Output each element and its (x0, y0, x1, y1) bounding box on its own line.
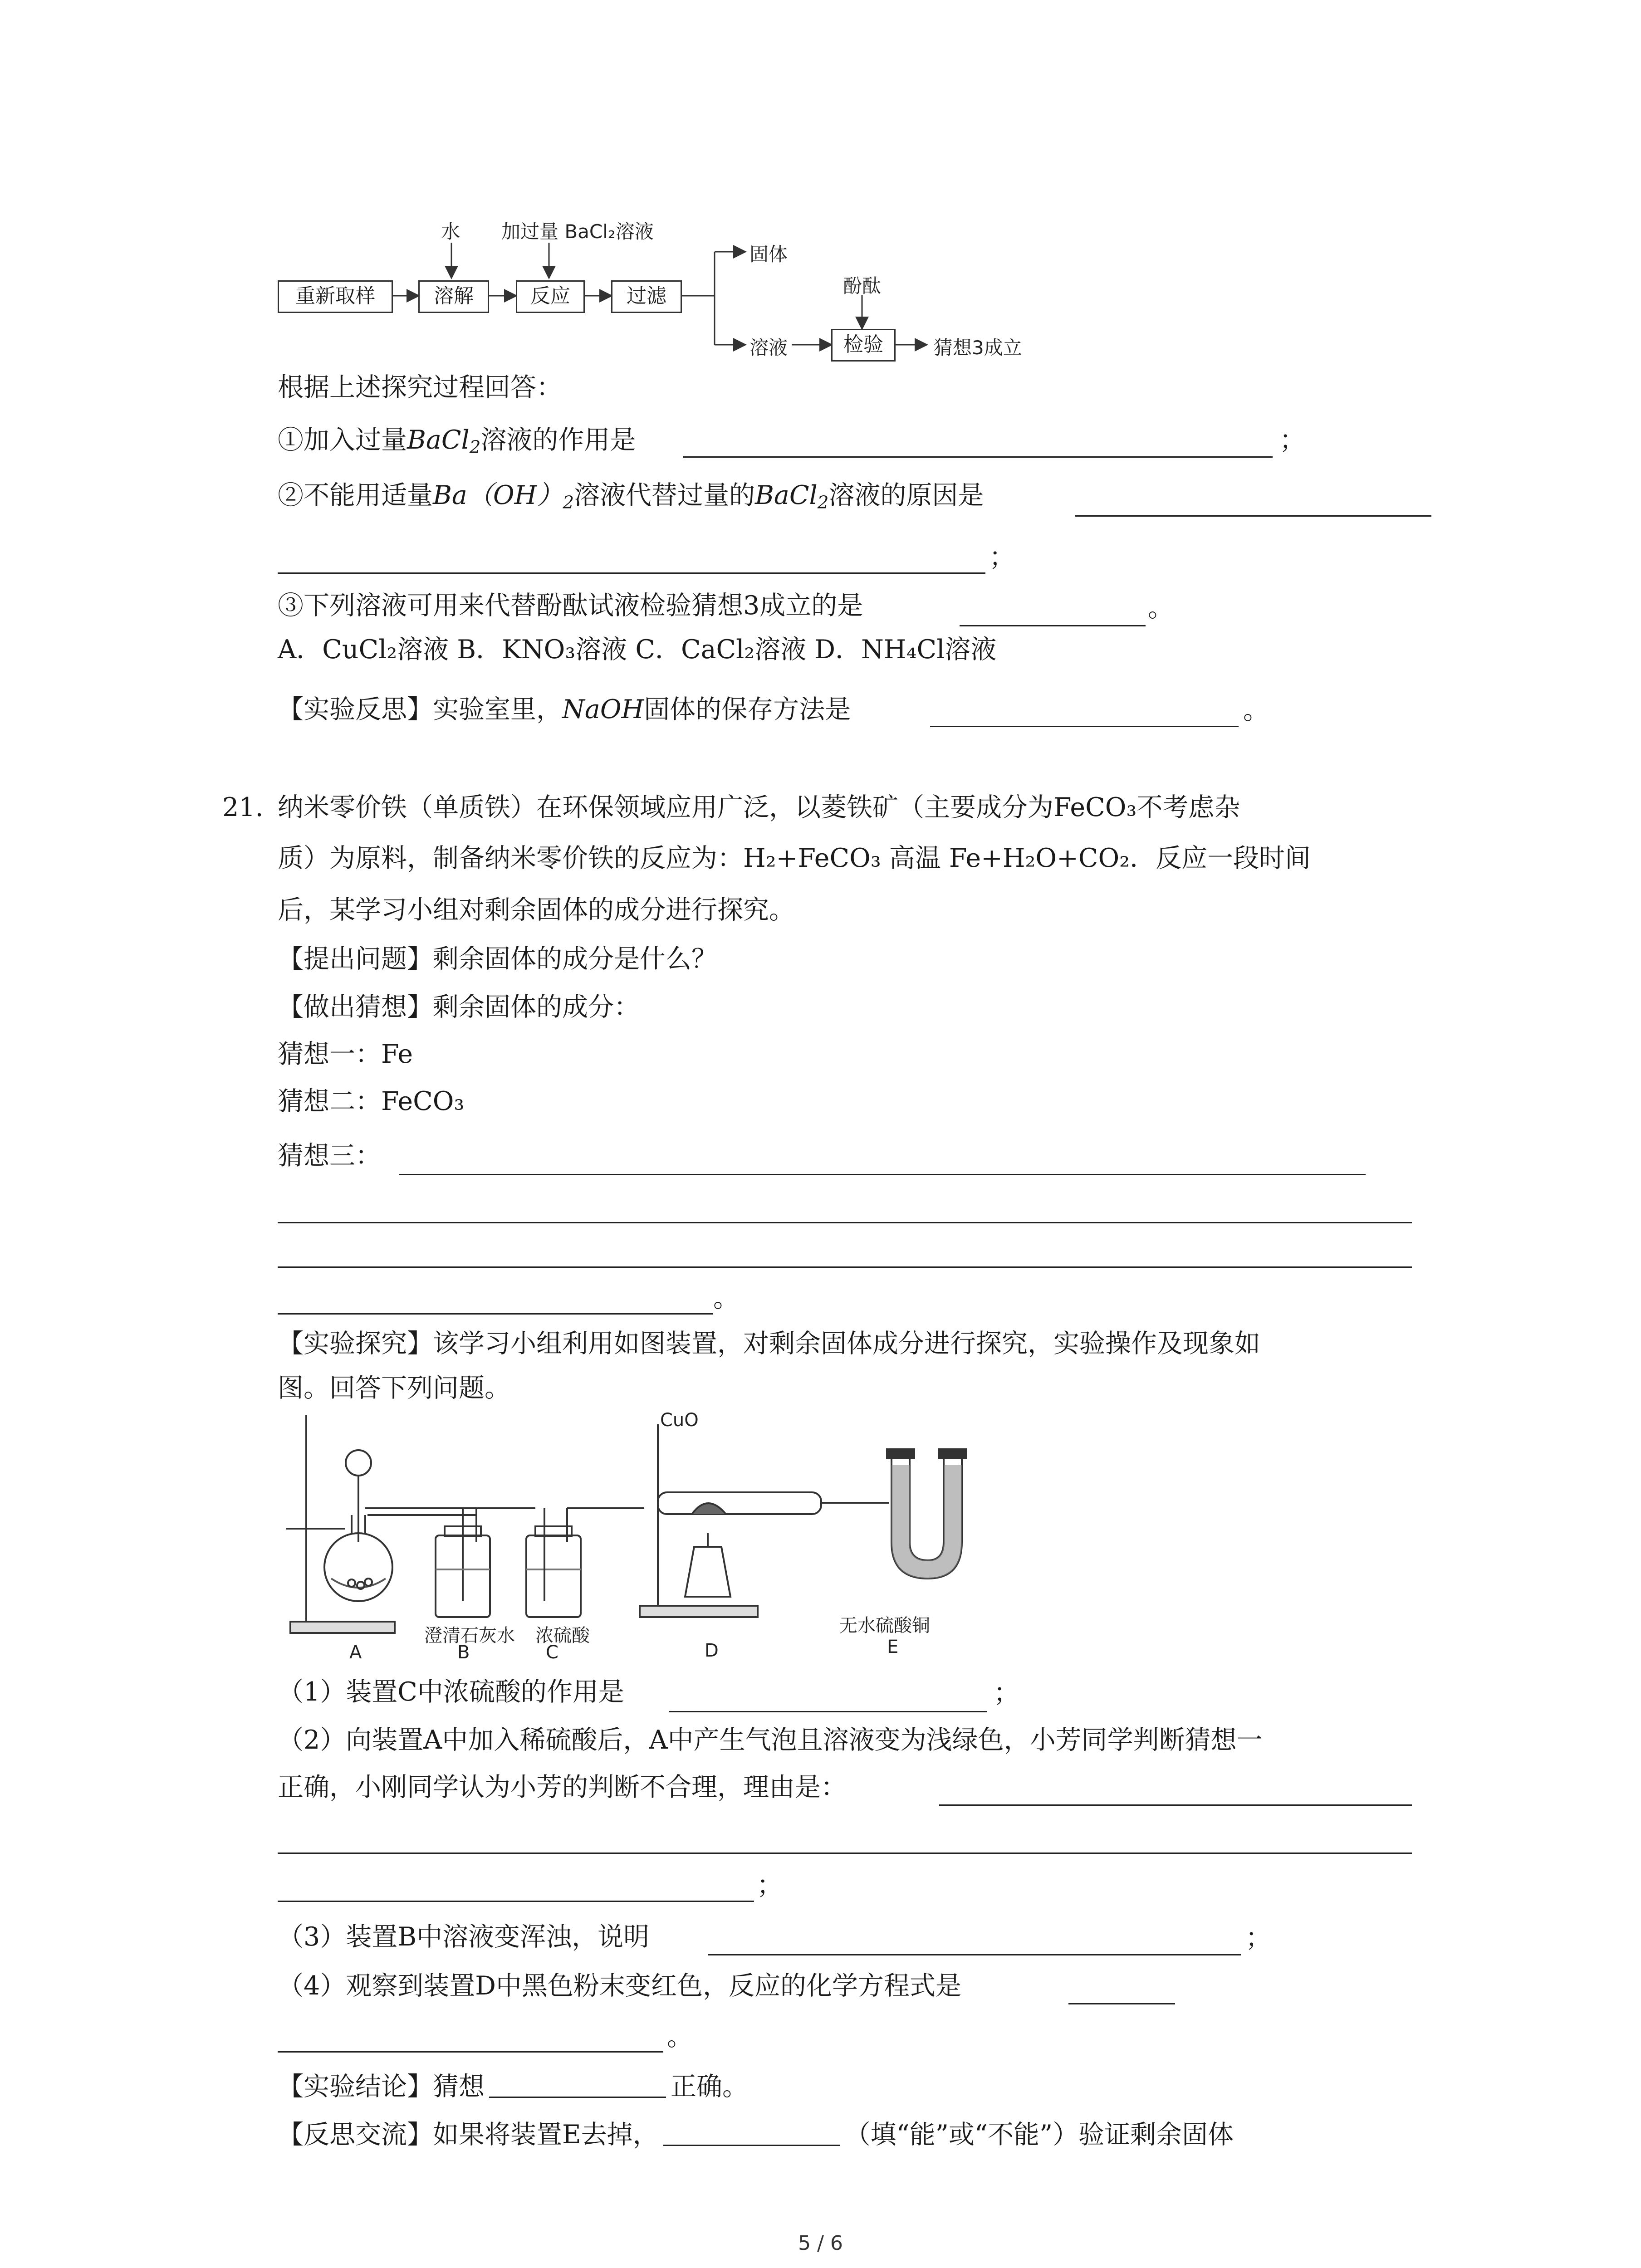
caption-b: 澄清石灰水 (424, 1625, 515, 1646)
q21-exchange: 【反思交流】如果将装置E去掉， （填“能”或“不能”）验证剩余固体 (278, 2120, 1234, 2150)
q21-guess2: 猜想二：FeCO₃ (278, 1086, 465, 1116)
indicator-label: 酚酞 (843, 275, 882, 297)
q21-conclusion: 【实验结论】猜想 正确。 (278, 2072, 748, 2102)
q20-sub3-end: 。 (1148, 593, 1174, 623)
q21-explore2: 图。回答下列问题。 (278, 1373, 510, 1403)
q21-sub3-end: ； (1245, 1923, 1271, 1953)
label-d: D (705, 1640, 719, 1661)
q21-sub4: （4）观察到装置D中黑色粉末变红色，反应的化学方程式是 (278, 1971, 961, 2001)
answer-blank[interactable] (683, 456, 1273, 458)
q21-sub2-line1: （2）向装置A中加入稀硫酸后，A中产生气泡且溶液变为浅绿色，小芳同学判断猜想一 (278, 1725, 1263, 1755)
answer-blank[interactable] (278, 1853, 1412, 1854)
q20-sub1-end: ； (1279, 425, 1305, 455)
answer-blank[interactable] (278, 1901, 754, 1902)
q20-sub2-end: ； (989, 542, 1015, 572)
q20-sub3: ③下列溶液可用来代替酚酞试液检验猜想3成立的是 (278, 591, 863, 621)
answer-blank[interactable] (278, 2051, 663, 2053)
answer-blank[interactable] (278, 1266, 1412, 1268)
q21-hypothesis: 【做出猜想】剩余固体的成分： (278, 992, 640, 1022)
q20-reflect-end: 。 (1243, 695, 1269, 725)
answer-blank[interactable] (669, 1711, 987, 1712)
q21-sub1: （1）装置C中浓硫酸的作用是 (278, 1677, 624, 1707)
box-resample: 重新取样 (278, 280, 393, 313)
answer-blank[interactable] (1075, 515, 1431, 517)
answer-blank[interactable] (663, 2122, 840, 2146)
page-number: 5 / 6 (798, 2232, 843, 2255)
answer-blank[interactable] (960, 625, 1146, 626)
answer-blank[interactable] (939, 1804, 1412, 1806)
q20-sub1: ①加入过量BaCl$_2$溶液的作用是 (278, 425, 636, 458)
q20-sub2: ②不能用适量$Ba(OH)_2$溶液代替过量的BaCl$_2$溶液的原因是 (278, 480, 984, 513)
answer-blank[interactable] (489, 2074, 666, 2098)
q21-number: 21. (222, 792, 264, 822)
caption-c: 浓硫酸 (535, 1625, 590, 1646)
answer-blank[interactable] (278, 1222, 1412, 1223)
cuo-label: CuO (660, 1410, 699, 1431)
q21-sub2-end: ； (757, 1870, 783, 1900)
answer-blank[interactable] (1068, 2003, 1175, 2004)
q21-explore1: 【实验探究】该学习小组利用如图装置，对剩余固体成分进行探究，实验操作及现象如 (278, 1329, 1260, 1359)
reagent-label: 加过量 BaCl₂溶液 (501, 220, 654, 243)
q21-sub1-end: ； (994, 1678, 1019, 1708)
q20-intro: 根据上述探究过程回答： (278, 372, 562, 402)
q21-sub2-line2: 正确，小刚同学认为小芳的判断不合理，理由是： (278, 1772, 847, 1802)
box-react: 反应 (516, 280, 585, 313)
q21-problem: 【提出问题】剩余固体的成分是什么？ (278, 944, 717, 974)
q21-line1: 纳米零价铁（单质铁）在环保领域应用广泛，以菱铁矿（主要成分为FeCO₃不考虑杂 (278, 792, 1240, 822)
answer-blank[interactable] (930, 726, 1239, 727)
label-b: B (457, 1642, 470, 1663)
out-solution: 溶液 (749, 337, 788, 359)
flowchart-arrows (0, 0, 1641, 408)
label-e: E (887, 1637, 899, 1657)
q20-options: A．CuCl₂溶液 B．KNO₃溶液 C．CaCl₂溶液 D．NH₄Cl溶液 (278, 635, 997, 665)
out-solid: 固体 (749, 243, 788, 265)
answer-blank[interactable] (278, 1313, 713, 1315)
label-c: C (546, 1642, 558, 1663)
q21-sub3: （3）装置B中溶液变浑浊，说明 (278, 1922, 650, 1952)
answer-blank[interactable] (278, 572, 985, 574)
box-filter: 过滤 (611, 280, 682, 313)
caption-e: 无水硫酸铜 (839, 1615, 930, 1636)
q20-reflect: 【实验反思】实验室里，NaOH固体的保存方法是 (278, 694, 851, 724)
q21-guess3: 猜想三： (278, 1141, 381, 1171)
q21-guess1: 猜想一：Fe (278, 1039, 413, 1069)
box-dissolve: 溶解 (418, 280, 489, 313)
box-test: 检验 (831, 329, 896, 362)
label-a: A (349, 1642, 362, 1663)
q21-sub4-end: 。 (667, 2022, 693, 2052)
q21-period: 。 (713, 1283, 739, 1313)
answer-blank[interactable] (399, 1174, 1366, 1175)
q21-line2: 质）为原料，制备纳米零价铁的反应为：H₂+FeCO₃ 高温 Fe+H₂O+CO₂．反应一段时间 (278, 843, 1311, 873)
answer-blank[interactable] (708, 1954, 1241, 1955)
result-label: 猜想3成立 (934, 337, 1022, 359)
water-label: 水 (441, 220, 460, 243)
q21-line3: 后，某学习小组对剩余固体的成分进行探究。 (278, 895, 795, 925)
